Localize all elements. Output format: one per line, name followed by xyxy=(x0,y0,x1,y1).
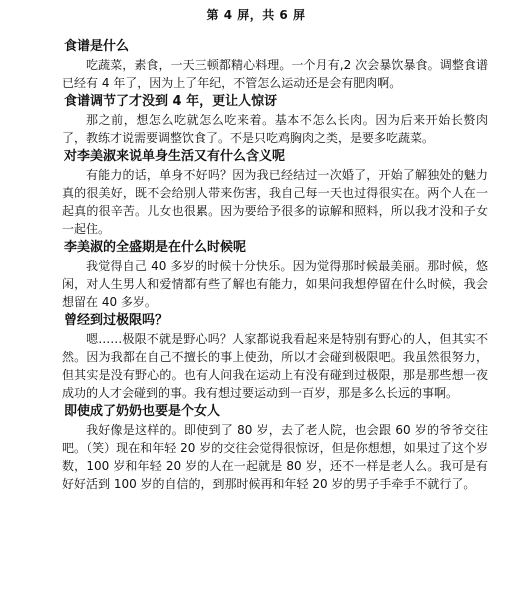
section-heading: 曾经到过极限吗？ xyxy=(64,313,169,328)
page-indicator: 第 4 屏，共 6 屏 xyxy=(206,8,306,22)
section-paragraph: 那之前，想怎么吃就怎么吃来着。基本不怎么长肉。因为后来开始长赘肉了，教练才说需要调整饮食了。不是只吃鸡胸肉之类，是要多吃蔬菜。 xyxy=(62,113,488,145)
section-heading: 对李美淑来说单身生活又有什么含义呢 xyxy=(64,149,286,164)
section-paragraph: 吃蔬菜，素食，一天三顿都精心料理。一个月有,2 次会暴饮暴食。调整食谱已经有 4 年了，因为上了年纪，不管怎么运动还是会有肥肉啊。 xyxy=(62,58,488,90)
section-paragraph: 有能力的话，单身不好吗？因为我已经结过一次婚了，开始了解独处的魅力真的很美好，既不会给别人带来伤害，我自己每一天也过得很实在。两个人在一起真的很辛苦。儿女也很累。因为要给予很多的谅解和照料，所以我才没和子女一起住。 xyxy=(62,168,488,236)
section-heading: 食谱是什么 xyxy=(64,39,130,54)
section-heading: 食谱调节了才没到 4 年，更让人惊讶 xyxy=(64,94,278,109)
section-paragraph: 我好像是这样的。即使到了 80 岁，去了老人院，也会跟 60 岁的爷爷交往吧。（笑）现在和年轻 20 岁的交往会觉得很惊讶，但是你想想，如果过了这个岁数，100 岁和年轻 20 岁的人在一起就是 80 岁，还不一样是老人么。我可是有好好活到 100 岁的自信的，到那时候再和年轻 20 岁的男子手牵手不就行了。 xyxy=(62,423,488,491)
article-body xyxy=(62,38,488,494)
section-paragraph: 我觉得自己 40 多岁的时候十分快乐。因为觉得那时候最美丽。那时候，悠闲，对人生男人和爱情都有些了解也有能力，如果问我想停留在什么时候，我会想留在 40 多岁。 xyxy=(62,259,488,309)
section-paragraph: 嗯……极限不就是野心吗？人家都说我看起来是特别有野心的人，但其实不然。因为我都在自己不擅长的事上使劲，所以才会碰到极限吧。我虽然很努力，但其实是没有野心的。也有人问我在运动上有没有碰到过极限，那是那些想一夜成功的人才会碰到的事。我有想过要运动到一百岁，那是多么长远的事啊。 xyxy=(62,332,488,400)
section-heading: 李美淑的全盛期是在什么时候呢 xyxy=(64,240,247,255)
section-heading: 即使成了奶奶也要是个女人 xyxy=(64,404,221,419)
